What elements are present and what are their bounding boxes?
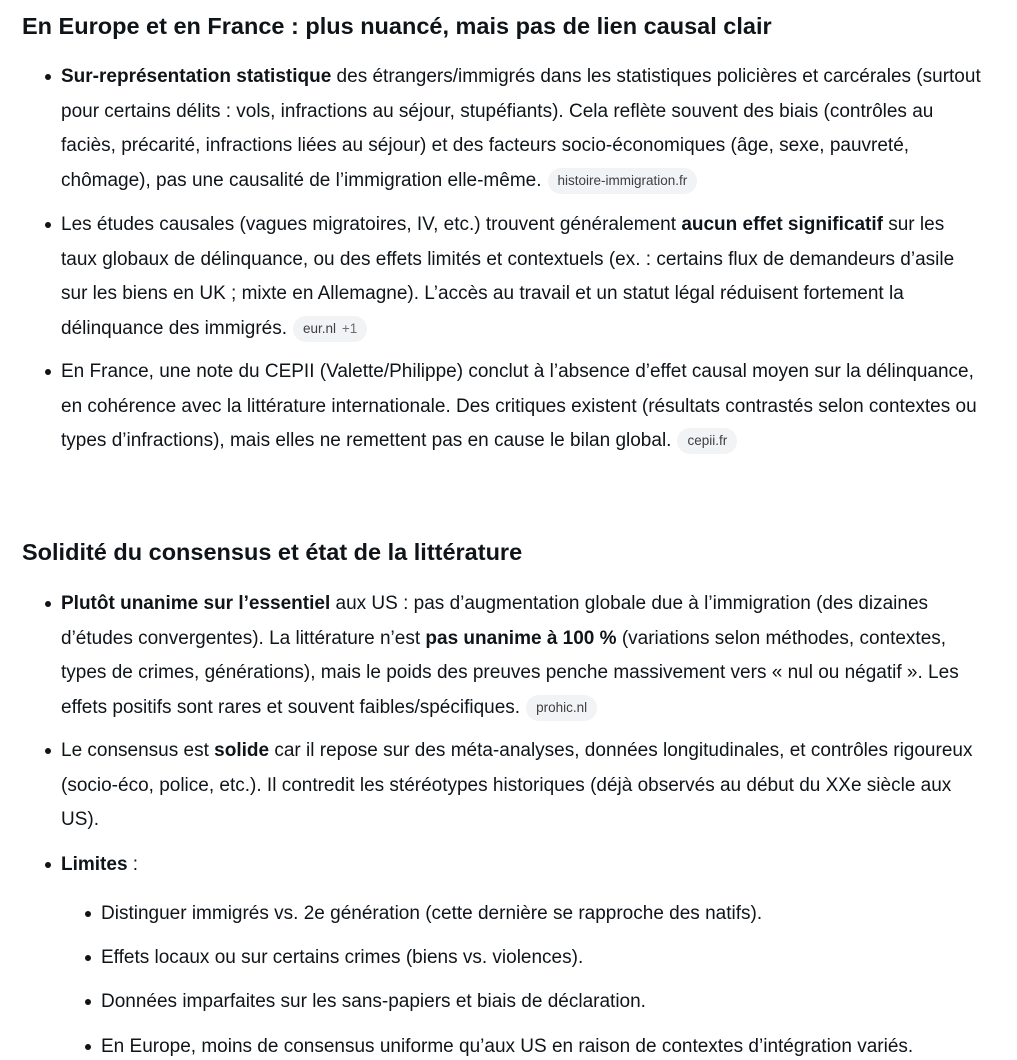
item-text: Les études causales (vagues migratoires, IV, etc.) trouvent généralement (61, 214, 682, 235)
bold-text: pas unanime à 100 % (425, 627, 617, 649)
source-chip[interactable]: prohic.nl (526, 695, 597, 721)
list-item (61, 60, 981, 198)
bold-text: Plutôt unanime sur l’essentiel (61, 593, 331, 614)
source-chip[interactable]: histoire-immigration.fr (548, 168, 698, 194)
source-chip-label: eur.nl (303, 320, 337, 336)
list-item (61, 734, 981, 838)
bold-text: Sur-représentation statistique (61, 66, 332, 87)
bold-text: solide (214, 740, 270, 761)
sub-list-item: Effets locaux ou sur certains crimes (biens vs. violences). (101, 941, 1001, 976)
list-item (61, 587, 981, 725)
sub-list-item: Données imparfaites sur les sans-papiers et biais de déclaration. (101, 985, 1001, 1020)
item-text: sur les taux globaux de délinquance, ou des effets limités et contextuels (ex. : certains flux de demandeurs d’asile sur les biens en UK ; mixte en Allemagne). L’accès au travail et un statut légal réduisent fortement la délinquance des immigrés. (61, 214, 955, 339)
source-chip[interactable] (293, 316, 367, 342)
source-chip[interactable]: cepii.fr (677, 428, 737, 454)
item-text: Le consensus est (61, 740, 215, 761)
item-text: des étrangers/immigrés dans les statistiques policières et carcérales (surtout pour certains délits : vols, infractions au séjour, stupéfiants). Cela reflète souvent des biais (contrôles au faciès, précarité, infractions liées au séjour) et des facteurs socio-économiques (âge, sexe, pauvreté, chômage), pas une causalité de l’immigration elle-même. (61, 66, 981, 191)
bold-text: aucun effet significatif (681, 214, 883, 235)
item-text: car il repose sur des méta-analyses, données longitudinales, et contrôles rigoureux (socio-éco, police, etc.). Il contredit les stéréotypes historiques (déjà observés au début du XXe siècle aux US). (61, 740, 973, 830)
item-text: (variations selon méthodes, contextes, types de crimes, générations), mais le poids des preuves penche massivement vers « nul ou négatif ». Les effets positifs sont rares et souvent faibles/spécifiques. (61, 627, 959, 718)
sub-list-item: En Europe, moins de consensus uniforme qu’aux US en raison de contextes d’intégration variés. (101, 1030, 1001, 1060)
section-heading-consensus: Solidité du consensus et état de la littérature (22, 539, 523, 565)
list-item (61, 208, 981, 346)
sub-list-item: Distinguer immigrés vs. 2e génération (cette dernière se rapproche des natifs). (101, 897, 1001, 932)
source-chip-count: +1 (341, 320, 358, 336)
item-text: : (127, 854, 139, 875)
section-heading-europe: En Europe et en France : plus nuancé, mais pas de lien causal clair (22, 13, 772, 39)
bold-text: Limites (61, 854, 128, 875)
list-item (61, 355, 981, 459)
list-item-limites (61, 848, 981, 883)
item-text: aux US : pas d’augmentation globale due à l’immigration (des dizaines d’études convergentes). La littérature n’est (61, 593, 929, 649)
item-text: En France, une note du CEPII (Valette/Philippe) conclut à l’absence d’effet causal moyen sur la délinquance, en cohérence avec la littérature internationale. Des critiques existent (résultats contrastés selon contextes ou types d’infractions), mais elles ne remettent pas en cause le bilan global. (61, 361, 977, 451)
